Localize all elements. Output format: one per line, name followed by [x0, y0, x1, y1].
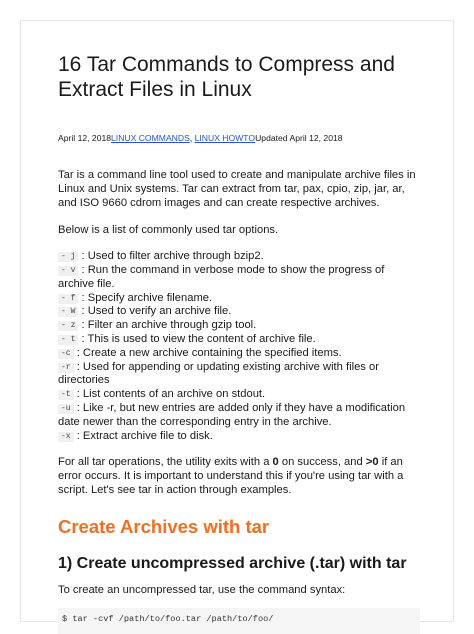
option-description: : Specify archive filename. — [78, 291, 213, 304]
option-item-x — [58, 430, 420, 444]
option-flag: - v — [58, 266, 78, 276]
option-item-t-list — [58, 388, 420, 402]
option-description: : Used to verify an archive file. — [78, 305, 232, 318]
option-flag: -r — [58, 363, 74, 373]
option-flag: - j — [58, 252, 78, 262]
option-flag: - W — [58, 307, 78, 317]
section-heading: Create Archives with tar — [58, 515, 270, 537]
option-description: : Like -r, but new entries are added only if they have a modification date newer than the corresponding entry in the archive. — [58, 401, 406, 428]
exit-status-text: on success, and — [278, 456, 366, 469]
option-flag: - f — [58, 294, 78, 304]
option-flag: - z — [58, 321, 78, 331]
exit-status-text: if an error occurs. It is important to understand this if you're using tar with a script. Let's see tar in action through examples. — [58, 456, 404, 496]
exit-code-nonzero: >0 — [365, 456, 379, 469]
option-flag: -c — [58, 349, 74, 359]
exit-status-paragraph — [58, 456, 420, 497]
option-item-c — [58, 347, 420, 361]
option-flag: - t — [58, 335, 78, 345]
category-link-linux-commands[interactable]: LINUX COMMANDS — [111, 133, 190, 143]
option-item-j — [58, 250, 420, 264]
option-description: : Create a new archive containing the specified items. — [73, 346, 342, 359]
category-link-linux-howto[interactable]: LINUX HOWTO — [194, 133, 256, 143]
option-description: : Filter an archive through gzip tool. — [78, 319, 257, 332]
option-description: : List contents of an archive on stdout. — [73, 388, 266, 401]
command-code-block[interactable]: $ tar -cvf /path/to/foo.tar /path/to/foo/ — [58, 608, 420, 634]
publish-date: April 12, 2018 — [58, 133, 112, 143]
exit-status-text: For all tar operations, the utility exits with a — [58, 456, 273, 469]
article-title: 16 Tar Commands to Compress and Extract Files in Linux — [58, 53, 395, 101]
option-description: : Used for appending or updating existing archive with files or directories — [58, 360, 379, 387]
option-flag: -x — [58, 432, 74, 442]
option-item-w — [58, 305, 420, 319]
article-body — [58, 52, 420, 634]
option-item-v — [58, 264, 420, 292]
option-item-r — [58, 361, 420, 389]
option-item-u — [58, 402, 420, 430]
meta-separator: , — [189, 133, 195, 143]
exit-code-zero: 0 — [272, 456, 279, 469]
article-meta — [58, 132, 420, 144]
option-description: : Run the command in verbose mode to show the progress of archive file. — [58, 263, 385, 290]
option-item-z — [58, 319, 420, 333]
options-list — [58, 250, 420, 443]
option-item-t — [58, 333, 420, 347]
option-description: : Extract archive file to disk. — [73, 429, 213, 442]
option-description: : Used to filter archive through bzip2. — [78, 250, 264, 263]
option-flag: -u — [58, 404, 74, 414]
updated-date: Updated April 12, 2018 — [255, 133, 343, 143]
options-lead: Below is a list of commonly used tar options. — [58, 224, 279, 237]
option-item-f — [58, 292, 420, 306]
subsection-heading: 1) Create uncompressed archive (.tar) with tar — [58, 554, 407, 572]
syntax-intro: To create an uncompressed tar, use the command syntax: — [58, 583, 346, 596]
option-flag: -t — [58, 390, 74, 400]
intro-paragraph: Tar is a command line tool used to create and manipulate archive files in Linux and Unix systems. Tar can extract from tar, pax, cpio, zip, jar, ar, and ISO 9660 cdrom images and can create respective archives. — [58, 169, 416, 209]
option-description: : This is used to view the content of archive file. — [78, 332, 316, 345]
